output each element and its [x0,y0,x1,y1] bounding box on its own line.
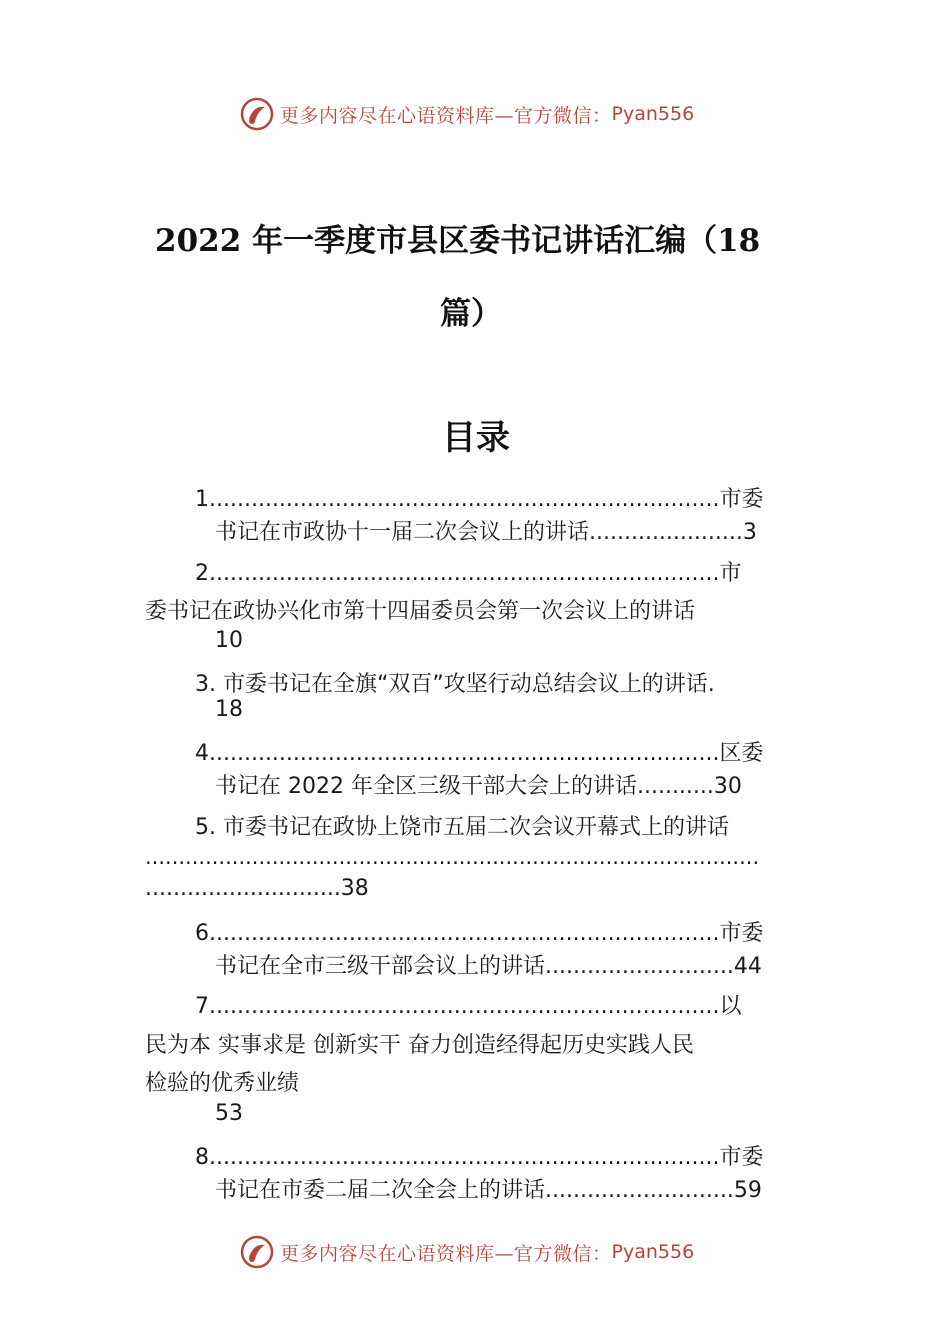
toc-entry-7-page[interactable]: 53 [215,1101,243,1126]
toc-entry-8-line1[interactable]: 8.........................................................................市委 [195,1145,764,1170]
document-title-continued: 篇） [440,296,502,332]
toc-entry-7-line2[interactable]: 民为本 实事求是 创新实干 奋力创造经得起历史实践人民 [145,1033,694,1058]
toc-entry-2-page[interactable]: 10 [215,628,243,653]
toc-entry-1-line2[interactable]: 书记在市政协十一届二次会议上的讲话......................3 [215,520,757,545]
toc-entry-3-line1[interactable]: 3. 市委书记在全旗“双百”攻坚行动总结会议上的讲话. [195,672,715,697]
brand-logo-icon [240,97,274,131]
toc-entry-7-line3[interactable]: 检验的优秀业绩 [145,1071,300,1096]
banner-text: 更多内容尽在心语资料库—官方微信： [280,1242,612,1265]
toc-heading: 目录 [442,418,510,458]
toc-entry-1-line1[interactable]: 1.........................................................................市委 [195,487,764,512]
toc-entry-6-line1[interactable]: 6.........................................................................市委 [195,921,764,946]
toc-entry-4-line2[interactable]: 书记在 2022 年全区三级干部大会上的讲话...........30 [215,774,742,799]
toc-entry-8-line2[interactable]: 书记在市委二届二次全会上的讲话...........................59 [215,1178,762,1203]
toc-entry-7-line1[interactable]: 7.........................................................................以 [195,994,742,1019]
toc-entry-6-line2[interactable]: 书记在全市三级干部会议上的讲话...........................44 [215,954,762,979]
toc-entry-5-line1[interactable]: 5. 市委书记在政协上饶市五届二次会议开幕式上的讲话 [195,815,729,840]
document-title: 2022 年一季度市县区委书记讲话汇编（18 [155,223,761,259]
toc-entry-4-line1[interactable]: 4.........................................................................区委 [195,741,764,766]
header-watermark-banner [240,97,694,131]
banner-text: 更多内容尽在心语资料库—官方微信： [280,104,612,127]
toc-entry-5-page[interactable]: ............................38 [145,876,369,901]
toc-entry-5-dots[interactable]: ............................................................................................ [145,845,760,869]
toc-entry-2-line2[interactable]: 委书记在政协兴化市第十四届委员会第一次会议上的讲话 [145,599,696,624]
footer-watermark-banner [240,1235,694,1269]
banner-wechat-id: Pyan556 [611,103,695,125]
toc-entry-3-page[interactable]: 18 [215,697,243,722]
brand-logo-icon [240,1235,274,1269]
banner-wechat-id: Pyan556 [611,1241,695,1263]
toc-entry-2-line1[interactable]: 2.........................................................................市 [195,561,742,586]
